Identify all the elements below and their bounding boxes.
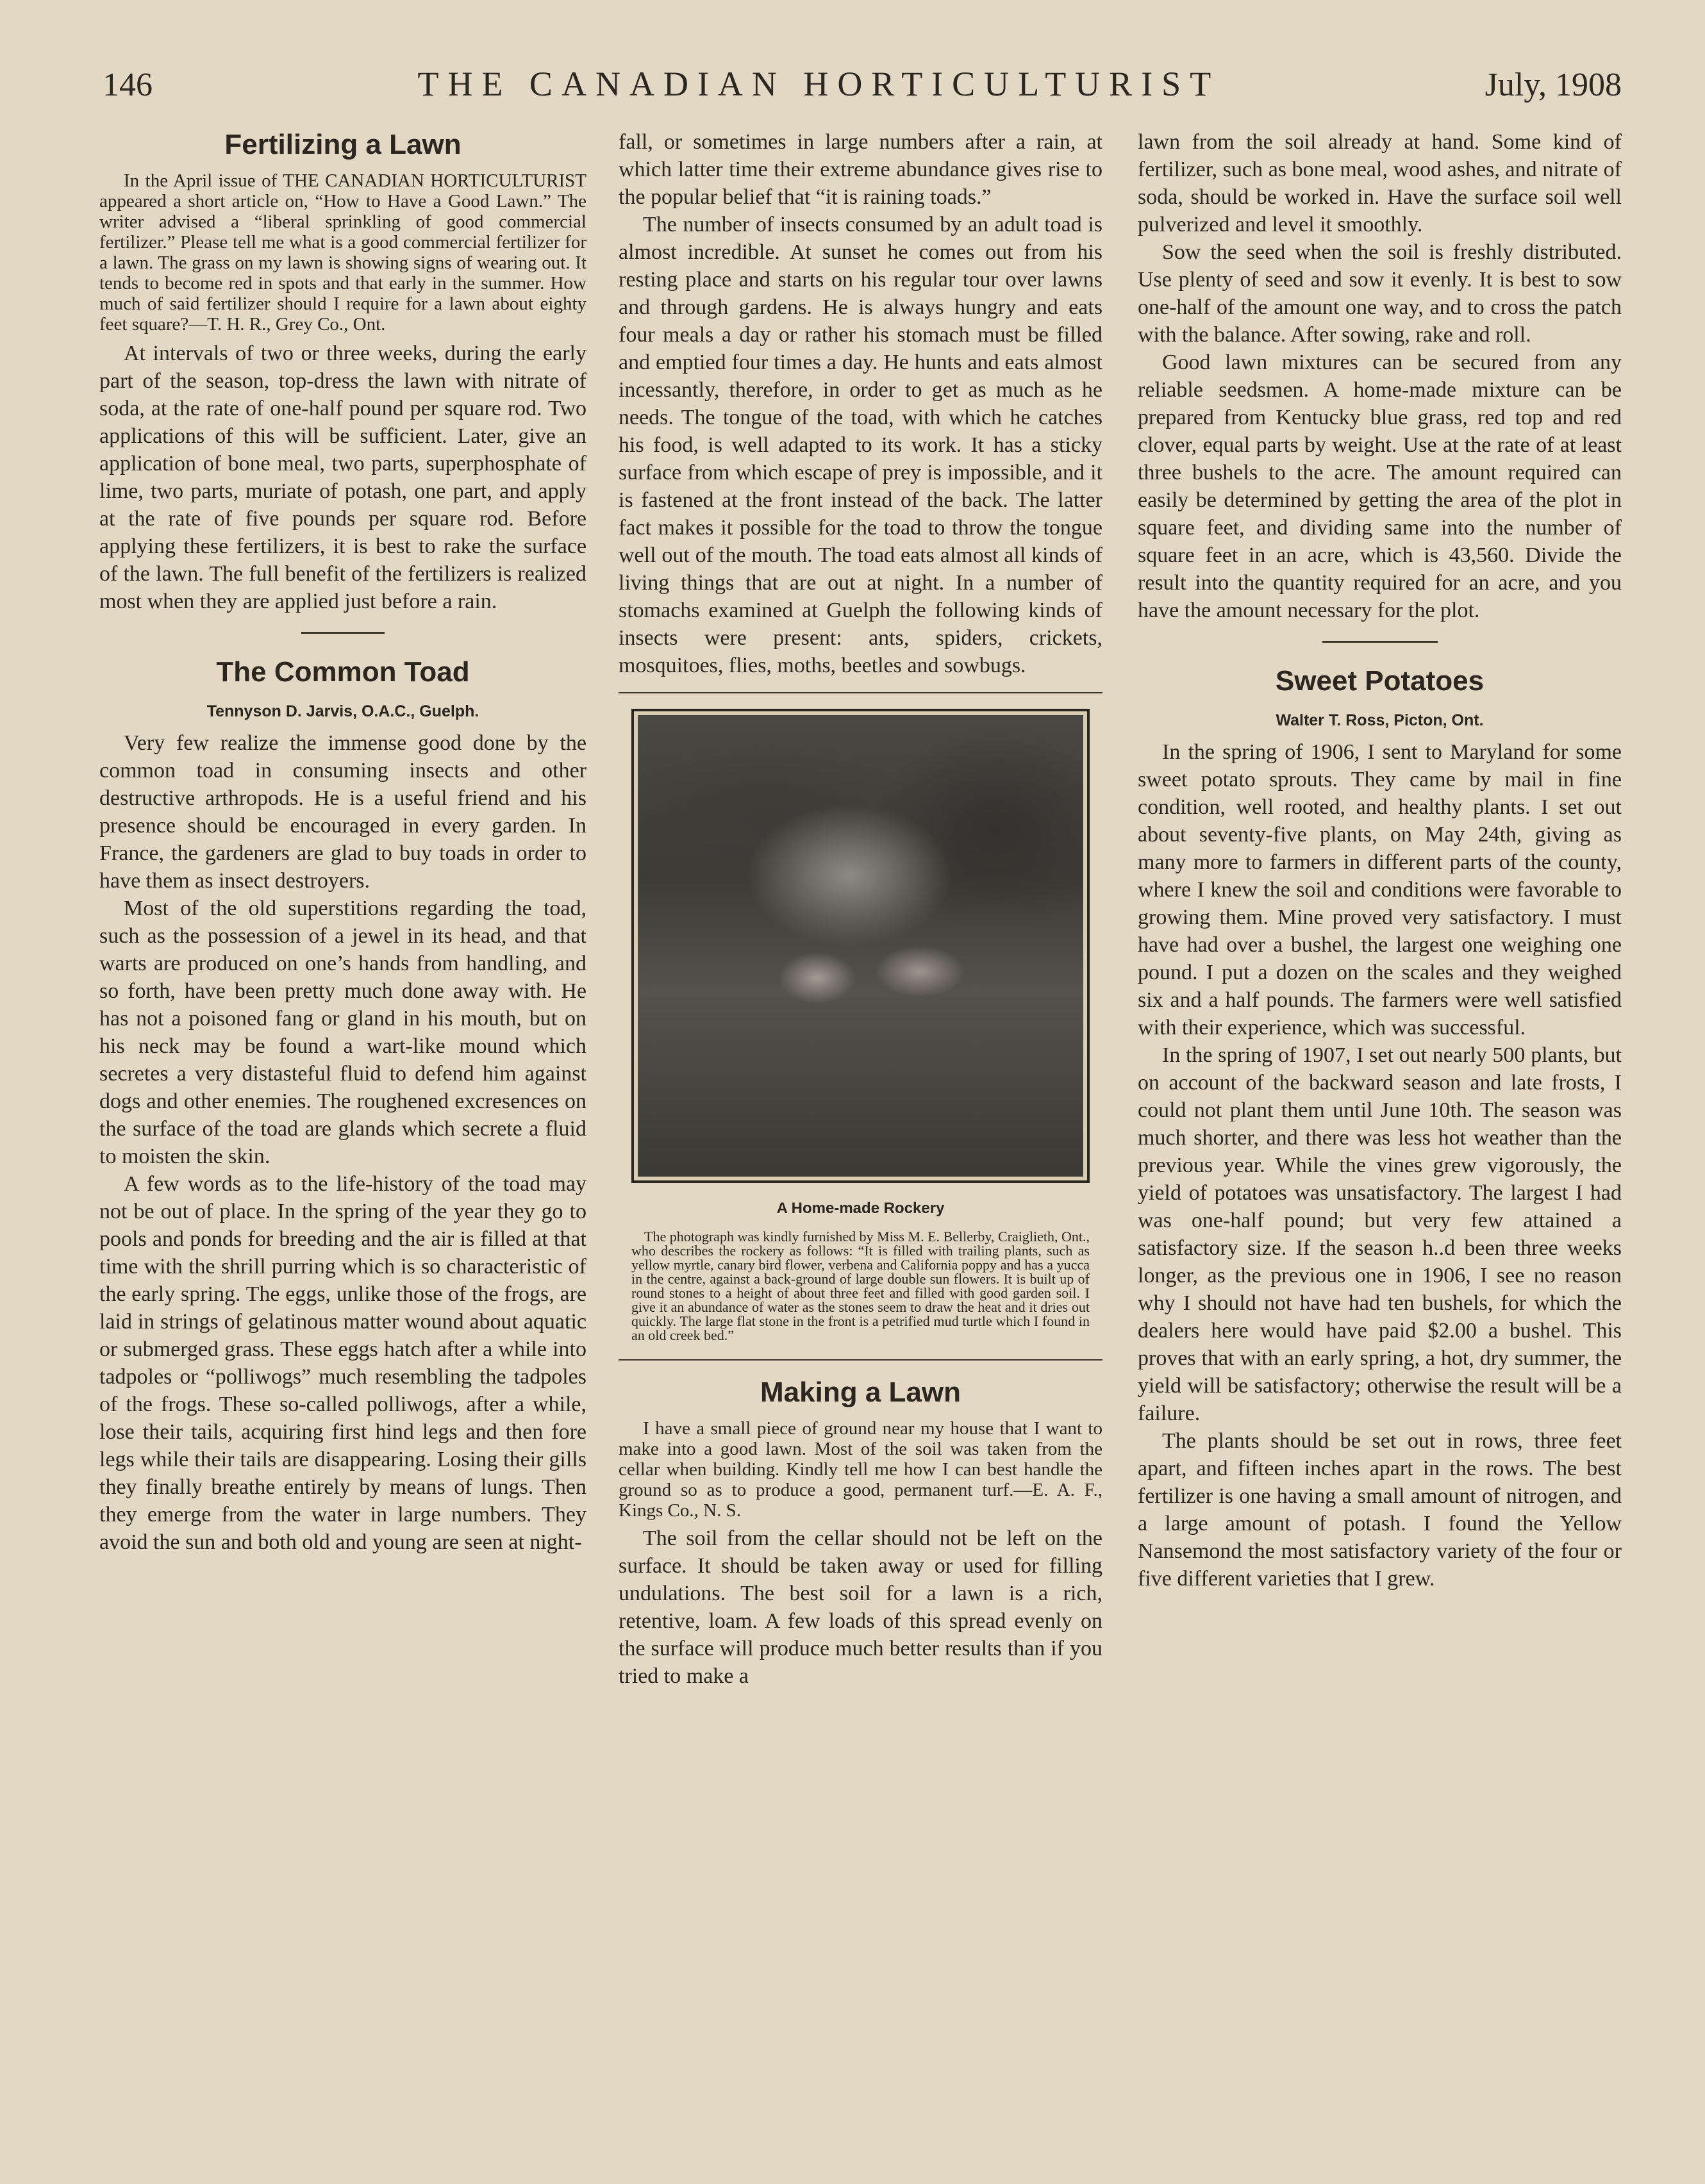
photo-caption-text: The photograph was kindly furnished by Miss M. E. Bellerby, Craiglieth, Ont., who describes the rockery as follows: “It is filled with trailing plants, such as yellow myrtle, canary bird flower, verbena and California poppy and has a yucca in the centre, against a back-ground of large double sun flowers. It is built up of round stones to a height of about three feet and filled with good garden soil. I give it an abundance of water as the stones seem to draw the heat and it dries out quickly. The large flat stone in the front is a petrified mud turtle which I found in an old creek bed.”	[631, 1228, 1090, 1343]
column-1	[99, 128, 586, 1556]
column-3	[1138, 128, 1622, 1592]
rockery-photo	[631, 709, 1090, 1183]
issue-date: July, 1908	[1485, 67, 1622, 103]
making-paragraph-1: The soil from the cellar should not be left on the surface. It should be taken away or used for filling undulations. The best soil for a lawn is a rich, retentive, loam. A few loads of this spread evenly on the surface will produce much better results than if you tried to make a	[619, 1526, 1102, 1688]
making-paragraph-2: lawn from the soil already at hand. Some kind of fertilizer, such as bone meal, wood ashes, and nitrate of soda, should be worked in. Have the surface soil well pulverized and level it smoothly.	[1138, 130, 1622, 236]
potatoes-paragraph-1: In the spring of 1906, I sent to Maryland for some sweet potato sprouts. They came by mail in fine condition, well rooted, and healthy plants. I set out about seventy-five plants, on May 24th, giving as many more to farmers in different parts of the county, where I knew the soil and conditions were favorable to growing them. Mine proved very satisfactory. I must have had over a bushel, the largest one weighing one pound. I put a dozen on the scales and they weighed six and a half pounds. The farmers were well satisfied with their experience, which was successful.	[1138, 740, 1622, 1039]
journal-title: THE CANADIAN HORTICULTURIST	[417, 65, 1220, 103]
photo-caption-title: A Home-made Rockery	[776, 1200, 945, 1217]
toad-paragraph-1: Very few realize the immense good done by the common toad in consuming insects and other destructive arthropods. He is a useful friend and his presence should be encouraged in every garden. In France, the gardeners are glad to buy toads in order to have them as insect destroyers.	[99, 731, 586, 893]
page-number: 146	[103, 67, 153, 103]
rockery-photo-image	[638, 715, 1083, 1177]
section-divider	[1322, 641, 1438, 643]
making-title: Making a Lawn	[760, 1377, 961, 1408]
column-2	[619, 128, 1102, 1690]
toad-byline: Tennyson D. Jarvis, O.A.C., Guelph.	[206, 702, 479, 720]
toad-paragraph-5: The number of insects consumed by an adult toad is almost incredible. At sunset he comes out from his resting place and starts on his regular tour over lawns and through gardens. He is always hungry and eats four meals a day or rather his stomach must be filled and emptied four times a day. He hunts and eats almost incessantly, therefore, in order to get as much as he needs. The tongue of the toad, with which he catches his food, is well adapted to its work. It has a sticky surface from which escape of prey is impossible, and it is fastened at the front instead of the back. The latter fact makes it possible for the toad to throw the tongue well out of the mouth. The toad eats almost all kinds of living things that are out at night. In a number of stomachs examined at Guelph the following kinds of insects were present: ants, spiders, crickets, mosquitoes, flies, moths, beetles and sowbugs.	[619, 213, 1102, 677]
potatoes-title: Sweet Potatoes	[1275, 665, 1485, 697]
fertilizing-title: Fertilizing a Lawn	[224, 129, 462, 160]
section-divider	[301, 632, 385, 634]
running-header	[103, 64, 1622, 115]
potatoes-paragraph-3: The plants should be set out in rows, three feet apart, and fifteen inches apart in the rows. The best fertilizer is one having a small amount of nitrogen, and a large amount of potash. I found the Yellow Nansemond the most satisfactory variety of the four or five different varieties that I grew.	[1138, 1429, 1622, 1591]
potatoes-byline: Walter T. Ross, Picton, Ont.	[1276, 711, 1484, 729]
toad-title: The Common Toad	[216, 656, 470, 688]
toad-paragraph-4: fall, or sometimes in large numbers after a rain, at which latter time their extreme abundance gives rise to the popular belief that “it is raining toads.”	[619, 130, 1102, 209]
making-paragraph-4: Good lawn mixtures can be secured from any reliable seedsmen. A home-made mixture can be prepared from Kentucky blue grass, red top and red clover, equal parts by weight. Use at the rate of at least three bushels to the acre. The amount required can easily be determined by getting the area of the plot in square feet, and dividing same into the number of square feet in an acre, which is 43,560. Divide the result into the quantity required for an acre, and you have the amount necessary for the plot.	[1138, 351, 1622, 622]
making-paragraph-3: Sow the seed when the soil is freshly distributed. Use plenty of seed and sow it evenly. It is best to sow one-half of the amount one way, and to cross the patch with the balance. After sowing, rake and roll.	[1138, 240, 1622, 347]
making-letter: I have a small piece of ground near my house that I want to make into a good lawn. Most of the soil was taken from the cellar when building. Kindly tell me how I can best handle the ground so as to produce a good, permanent turf.—E. A. F., Kings Co., N. S.	[619, 1418, 1102, 1521]
fertilizing-letter: In the April issue of THE CANADIAN HORTICULTURIST appeared a short article on, “How to Have a Good Lawn.” The writer advised a “liberal sprinkling of good commercial fertilizer.” Please tell me what is a good commercial fertilizer for a lawn. The grass on my lawn is showing signs of wearing out. It tends to become red in spots and that early in the summer. How much of said fertilizer should I require for a lawn about eighty feet square?—T. H. R., Grey Co., Ont.	[99, 170, 586, 335]
photo-bottom-rule	[619, 1359, 1102, 1361]
toad-paragraph-3: A few words as to the life-history of the toad may not be out of place. In the spring of the year they go to pools and ponds for breeding and the air is filled at that time with the shrill purring which is so characteristic of the early spring. The eggs, unlike those of the frogs, are laid in strings of gelatinous matter wound about aquatic or submerged grass. These eggs hatch after a while into tadpoles or “polliwogs” much resembling the tadpoles of the frogs. These so-called polliwogs, after a while, lose their tails, acquiring first hind legs and then fore legs while their tails are disappearing. Losing their gills they finally breathe entirely by means of lungs. Then they emerge from the water in large numbers. They avoid the sun and both old and young are seen at night-	[99, 1172, 586, 1554]
potatoes-paragraph-2: In the spring of 1907, I set out nearly 500 plants, but on account of the backward season and late frosts, I could not plant them until June 10th. The season was much shorter, and there was less hot weather than the previous year. While the vines grew vigorously, the yield of potatoes was unsatisfactory. The largest I had was one-half pound; but very few attained a satisfactory size. If the season h..d been three weeks longer, as the previous one in 1906, I see no reason why I should not have had ten bushels, for which the dealers here would have paid $2.00 a bushel. This proves that with an early spring, a hot, dry summer, the yield will be satisfactory; otherwise the result will be a failure.	[1138, 1043, 1622, 1425]
toad-paragraph-2: Most of the old superstitions regarding the toad, such as the possession of a jewel in its head, and that warts are produced on one’s hands from handling, and so forth, have been pretty much done away with. He has not a poisoned fang or gland in his mouth, but on his neck may be found a wart-like mound which secretes a very distasteful fluid to defend him against dogs and other enemies. The roughened excresences on the surface of the toad are glands which secrete a fluid to moisten the skin.	[99, 897, 586, 1168]
fertilizing-answer: At intervals of two or three weeks, during the early part of the season, top-dress the lawn with nitrate of soda, at the rate of one-half pound per square rod. Two applications of this will be sufficient. Later, give an application of bone meal, two parts, superphosphate of lime, two parts, muriate of potash, one part, and apply at the rate of five pounds per square rod. Before applying these fertilizers, it is best to rake the surface of the lawn. The full benefit of the fertilizers is realized most when they are applied just before a rain.	[99, 342, 586, 613]
photo-top-rule	[619, 692, 1102, 693]
photo-caption	[631, 1230, 1090, 1343]
